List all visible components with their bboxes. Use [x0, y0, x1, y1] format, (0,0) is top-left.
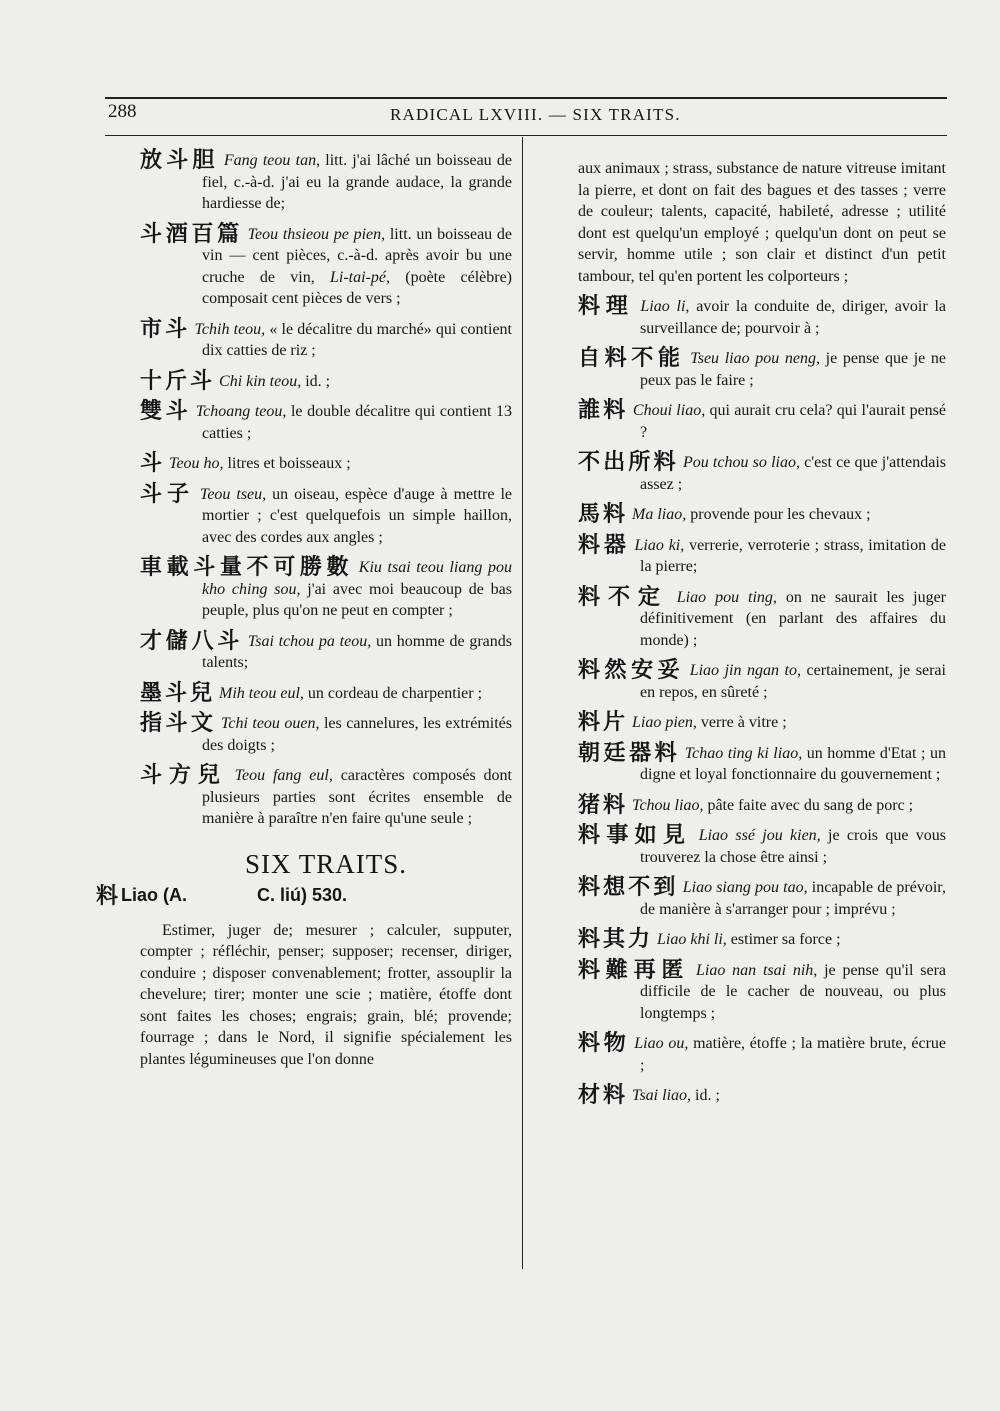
entry-chinese: 料理 [578, 294, 634, 319]
entry-chinese: 材料 [578, 1083, 629, 1108]
column-divider [522, 137, 523, 1269]
dictionary-entry [578, 740, 946, 786]
entry-romanization: Teou thsieou pe pien, [247, 225, 386, 243]
dictionary-entry [578, 957, 946, 1025]
character-glyph: 料 [96, 884, 122, 909]
right-entries [578, 296, 946, 1107]
entry-chinese: 十斤斗 [140, 368, 216, 394]
entry-romanization: Tchao ting ki liao, [684, 744, 803, 762]
entry-chinese: 料事如見 [578, 823, 692, 848]
entry-chinese: 料片 [578, 710, 629, 735]
entry-romanization: Tchih teou, [194, 320, 266, 338]
entry-chinese: 雙斗 [140, 399, 192, 424]
entry-chinese: 才儲八斗 [140, 628, 244, 654]
entry-definition: certainement, je serai en repos, en sûreté ; [640, 662, 946, 701]
dictionary-entry [578, 792, 946, 818]
entry-chinese: 市斗 [140, 316, 191, 342]
dictionary-entry [578, 660, 946, 703]
entry-definition: le double décalitre qui contient 13 catties ; [202, 403, 512, 442]
character-heading-codes: C. liú) 530. [257, 885, 348, 905]
dictionary-entry [140, 680, 512, 706]
entry-romanization: Chi kin teou, [219, 372, 302, 390]
entry-romanization: Tchi teou ouen, [220, 715, 320, 732]
dictionary-entry [578, 1085, 946, 1107]
entry-chinese: 料難再匿 [578, 957, 690, 983]
section-title: SIX TRAITS. [244, 848, 408, 879]
entry-chinese: 猪料 [578, 792, 629, 818]
running-title: RADICAL LXVIII. — SIX TRAITS. [390, 105, 681, 124]
entry-chinese: 馬料 [578, 502, 629, 527]
entry-romanization: Fang teou tan, [223, 152, 321, 169]
dictionary-entry [578, 712, 946, 734]
dictionary-entry [578, 296, 946, 339]
dictionary-entry [140, 557, 512, 622]
dictionary-entry [140, 453, 512, 475]
entry-definition: verre à vitre ; [696, 714, 787, 731]
entry-definition: les cannelures, les extrémités des doigts ; [202, 715, 512, 754]
entry-definition: caractères composés dont plusieurs parties sont écrites ensemble de manière à paraître n'en faire qu'une seule ; [202, 767, 513, 827]
entry-definition: un homme de grands talents; [202, 632, 512, 671]
right-column [578, 158, 946, 1116]
left-entries [140, 150, 512, 830]
entry-chinese: 料然安妥 [578, 658, 685, 683]
entry-definition: pâte faite avec du sang de porc ; [703, 796, 914, 814]
top-rule [105, 97, 947, 99]
entry-romanization: Liao li, [640, 298, 690, 315]
dictionary-entry [140, 150, 512, 215]
header-rule [105, 135, 947, 136]
dictionary-entry [578, 584, 947, 652]
entry-romanization: Teou tseu, [199, 485, 267, 503]
entry-definition: on ne saurait les juger définitivement (en parlant des affaires du monde) ; [640, 588, 947, 649]
dictionary-entry [140, 221, 512, 310]
entry-romanization: Liao jin ngan to, [689, 662, 801, 679]
entry-definition: id. ; [691, 1087, 720, 1104]
entry-chinese: 料器 [578, 532, 630, 558]
entry-romanization: Liao pien, [632, 714, 697, 731]
entry-chinese: 料其力 [578, 927, 654, 952]
entry-romanization: Liao pou ting, [676, 588, 777, 606]
entry-definition: (poète célèbre) composait cent pièces de vers ; [202, 268, 512, 307]
entry-romanization: Tsai liao, [632, 1087, 692, 1104]
dictionary-entry [140, 368, 512, 394]
entry-romanization: Teou fang eul, [234, 767, 333, 784]
dictionary-entry [578, 825, 946, 868]
entry-romanization: Li-tai-pé, [329, 268, 390, 286]
entry-chinese: 指斗文 [140, 711, 217, 736]
entry-chinese: 墨斗兒 [140, 680, 216, 706]
entry-definition: c'est ce que j'attendais assez ; [640, 454, 947, 493]
definition-continuation: aux animaux ; strass, substance de nature vitreuse imitant la pierre, et dont on fait des bagues et des tasses ; verre de couleur; talents, capacité, habileté, adresse ; utilité dont est quelqu'un employé ; quelqu'un dont on peut se servir, homme utile ; son clair et distinct d'un petit tambour, tel qu'en portent les colporteurs ; [578, 160, 946, 285]
dictionary-entry [140, 481, 512, 549]
entry-definition: je crois que vous trouverez la chose être ainsi ; [640, 827, 946, 866]
entry-definition: matière, étoffe ; la matière brute, écrue ; [640, 1035, 947, 1074]
entry-romanization: Liao nan tsai nih, [696, 961, 818, 979]
entry-chinese: 斗酒百篇 [140, 221, 243, 247]
entry-definition: un oiseau, espèce d'auge à mettre le mortier ; c'est quelquefois un simple haillon, avec des cordes aux angles ; [202, 485, 512, 546]
entry-definition: avoir la conduite de, diriger, avoir la surveillance de; pourvoir à ; [640, 298, 947, 337]
entry-chinese: 料物 [578, 1031, 630, 1056]
entry-chinese: 車載斗量不可勝數 [140, 555, 354, 580]
dictionary-entry [578, 929, 946, 951]
dictionary-entry [578, 348, 946, 391]
dictionary-entry [140, 316, 512, 362]
entry-definition: litt. un boisseau de vin — cent pièces, c.-à-d. après avoir bu une cruche de vin, [202, 225, 512, 286]
entry-romanization: Liao ki, [634, 536, 685, 554]
entry-romanization: Tsai tchou pa teou, [247, 632, 372, 650]
entry-chinese: 放斗胆 [140, 148, 219, 173]
dictionary-entry [578, 877, 946, 920]
entry-romanization: Teou ho, [169, 455, 224, 472]
entry-definition: je pense qu'il sera difficile de le cacher de nouveau, ou plus longtemps ; [640, 961, 946, 1022]
entry-definition: estimer sa force ; [726, 931, 841, 948]
dictionary-entry [578, 452, 946, 495]
character-heading-label: Liao (A. [121, 885, 188, 905]
entry-chinese: 不出所料 [578, 450, 679, 475]
entry-definition: j'ai avec moi beaucoup de bas peuple, plus qu'on ne peut en compter ; [202, 580, 512, 619]
entry-romanization: Ma liao, [632, 506, 687, 523]
entry-definition: litres et boisseaux ; [223, 455, 351, 472]
dictionary-entry [140, 401, 512, 444]
entry-chinese: 斗子 [140, 481, 194, 507]
entry-romanization: Choui liao, [632, 402, 706, 419]
dictionary-entry [578, 504, 946, 526]
entry-romanization: Pou tchou so liao, [682, 454, 800, 471]
entry-chinese: 料想不到 [578, 875, 679, 900]
entry-romanization: Tchou liao, [632, 796, 704, 814]
dictionary-entry [578, 400, 946, 443]
entry-chinese: 誰料 [578, 398, 629, 423]
character-heading [96, 885, 512, 908]
entry-chinese: 料不定 [578, 584, 668, 610]
entry-definition: je pense que je ne peux pas le faire ; [640, 350, 946, 389]
entry-chinese: 朝廷器料 [578, 740, 681, 766]
entry-romanization: Mih teou eul, [219, 684, 304, 702]
entry-definition: verrerie, verroterie ; strass, imitation de la pierre; [640, 536, 947, 575]
entry-romanization: Liao ssé jou kien, [698, 827, 821, 844]
entry-definition: id. ; [301, 372, 331, 390]
entry-romanization: Kiu tsai teou liang pou kho ching sou, [202, 559, 512, 598]
page-number: 288 [108, 101, 137, 122]
entry-definition: un homme d'Etat ; un digne et loyal fonctionnaire du gouvernement ; [640, 744, 946, 783]
entry-romanization: Liao ou, [634, 1035, 689, 1052]
entry-definition: qui aurait cru cela? qui l'aurait pensé ? [640, 402, 947, 441]
entry-romanization: Liao siang pou tao, [682, 879, 808, 896]
entry-definition: incapable de prévoir, de manière à s'arranger pour ; imprévu ; [640, 879, 946, 918]
entry-definition: « le décalitre du marché» qui contient dix catties de riz ; [202, 320, 512, 359]
dictionary-entry [578, 1033, 946, 1076]
entry-romanization: Liao khi li, [657, 931, 727, 948]
dictionary-entry [140, 713, 512, 756]
entry-chinese: 斗 [140, 451, 166, 476]
entry-romanization: Tchoang teou, [195, 403, 287, 420]
entry-chinese: 自料不能 [578, 346, 685, 371]
character-definition: Estimer, juger de; mesurer ; calculer, supputer, compter ; réfléchir, penser; supposer; recenser, diriger, conduire ; disposer convenablement; frotter, assouplir la chevelure; tirer; monter une scie ; matière, étoffe dont sont faites les choses; engrais; grain, blé; provende; fourrage ; dans le Nord, il signifie spécialement les plantes légumineuses que l'on donne [140, 921, 512, 1068]
dictionary-entry [578, 532, 947, 578]
entry-definition: litt. j'ai lâché un boisseau de fiel, c.-à-d. j'ai eu la grande audace, la grande hardiesse de; [202, 152, 512, 212]
entry-chinese: 斗方兒 [140, 763, 227, 788]
left-column [96, 148, 513, 1070]
entry-definition: provende pour les chevaux ; [686, 506, 871, 523]
entry-romanization: Tseu liao pou neng, [690, 350, 820, 367]
dictionary-entry [140, 628, 512, 674]
entry-definition: un cordeau de charpentier ; [303, 684, 483, 702]
dictionary-entry [140, 765, 512, 830]
